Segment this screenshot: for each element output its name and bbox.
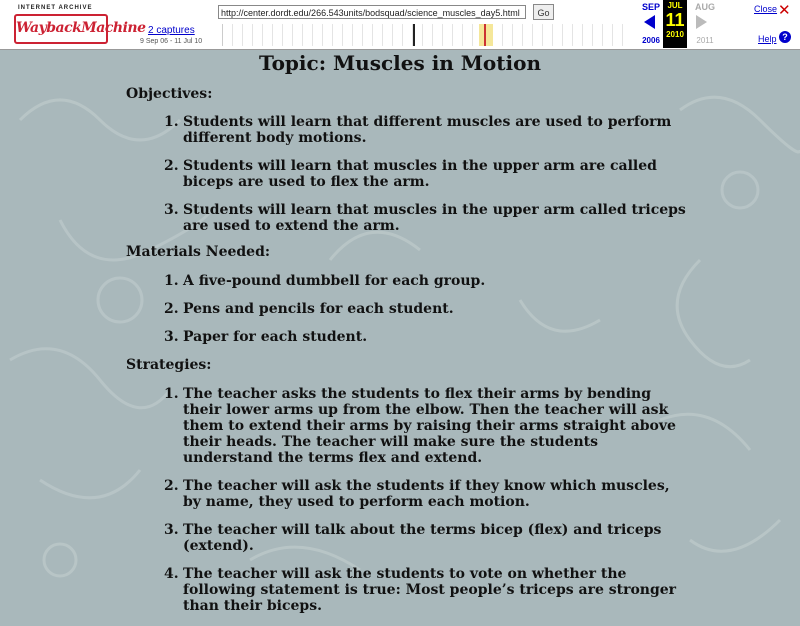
go-button[interactable]: Go xyxy=(533,4,554,20)
materials-list xyxy=(126,273,686,357)
url-input[interactable]: http://center.dordt.edu/266.543units/bodsquad/science_muscles_day5.html xyxy=(218,5,526,19)
timeline-current-marker xyxy=(479,24,493,46)
current-day: 11 xyxy=(665,10,685,30)
list-item: 2. Students will learn that muscles in the upper arm are called biceps are used to flex the arm. xyxy=(164,158,657,190)
current-month: JUL xyxy=(667,1,683,10)
prev-capture-arrow-icon[interactable] xyxy=(644,15,655,29)
objectives-heading: Objectives: xyxy=(126,86,213,102)
logo-main-text: WaybackMachine xyxy=(14,14,108,44)
timeline-current-line xyxy=(484,24,486,46)
list-item: 3. The teacher will talk about the terms bicep (flex) and triceps (extend). xyxy=(164,522,662,554)
captures-link[interactable]: 2 captures xyxy=(148,25,195,36)
next-year-label: 2011 xyxy=(696,36,714,45)
prev-month-label[interactable]: SEP xyxy=(641,2,660,12)
logo-top-text: INTERNET ARCHIVE xyxy=(18,5,93,11)
objectives-list xyxy=(126,114,686,246)
close-icon[interactable]: ✕ xyxy=(778,1,791,19)
capture-timeline[interactable] xyxy=(222,24,631,46)
strategies-list xyxy=(126,386,686,626)
next-month-label: AUG xyxy=(695,2,715,12)
materials-heading: Materials Needed: xyxy=(126,244,271,260)
strategies-heading: Strategies: xyxy=(126,357,212,373)
current-capture-date xyxy=(663,0,687,48)
list-item: 1. The teacher asks the students to flex their arms by bending their lower arms up from the elbow. Then the teacher will ask them to extend their arms by raising their arms straight above their heads. The teacher will make sure the students understand the terms flex and extend. xyxy=(164,386,676,466)
wayback-toolbar xyxy=(0,0,800,50)
wayback-logo[interactable] xyxy=(14,5,146,41)
list-item: 1. A five-pound dumbbell for each group. xyxy=(164,273,486,289)
prev-year-label[interactable]: 2006 xyxy=(642,36,660,45)
close-link[interactable]: Close xyxy=(754,4,778,14)
list-item: 3. Students will learn that muscles in the upper arm called triceps are used to extend the arm. xyxy=(164,202,686,234)
help-icon[interactable]: ? xyxy=(779,31,791,43)
list-item: 2. The teacher will ask the students if they know which muscles, by name, they used to perform each motion. xyxy=(164,478,670,510)
list-item: 1. Students will learn that different muscles are used to perform different body motions. xyxy=(164,114,672,146)
list-item: 3. Paper for each student. xyxy=(164,329,368,345)
next-capture-arrow-icon xyxy=(696,15,707,29)
list-item: 4. The teacher will ask the students to vote on whether the following statement is true: Most people’s triceps are stronger than their biceps. xyxy=(164,566,677,614)
list-item: 2. Pens and pencils for each student. xyxy=(164,301,454,317)
current-year: 2010 xyxy=(666,30,684,39)
timeline-capture-mark[interactable] xyxy=(413,24,415,46)
capture-date-range: 9 Sep 06 - 11 Jul 10 xyxy=(140,38,203,45)
page-title: Topic: Muscles in Motion xyxy=(259,51,541,75)
help-link[interactable]: Help xyxy=(758,34,777,44)
